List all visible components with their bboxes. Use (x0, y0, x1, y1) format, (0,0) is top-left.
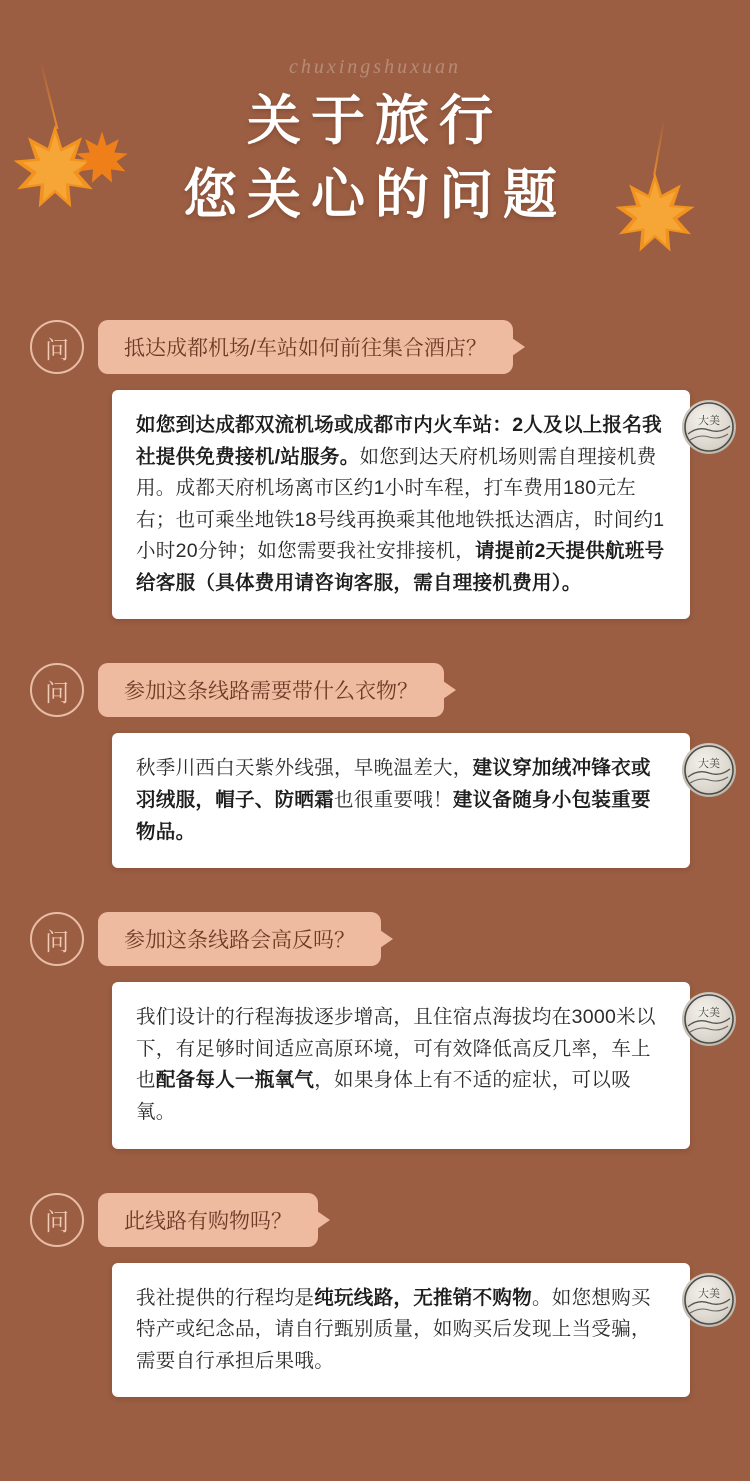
faq-answer-wrapper (112, 733, 720, 868)
question-badge: 问 (30, 663, 84, 717)
faq-answer-text: 我社提供的行程均是纯玩线路，无推销不购物。如您想购买特产或纪念品，请自行甄别质量，如购买后发现上当受骗，需要自行承担后果哦。 (112, 1263, 690, 1398)
faq-item (0, 663, 750, 868)
faq-question-row[interactable] (0, 320, 750, 374)
faq-question-text: 此线路有购物吗？ (98, 1193, 318, 1247)
brand-seal-icon (682, 400, 736, 454)
question-badge: 问 (30, 912, 84, 966)
faq-question-text: 参加这条线路需要带什么衣物？ (98, 663, 444, 717)
svg-text:大美: 大美 (698, 758, 720, 771)
svg-text:大美: 大美 (698, 415, 720, 427)
faq-list (0, 300, 750, 1481)
faq-item (0, 320, 750, 619)
svg-text:大美: 大美 (698, 1287, 720, 1300)
page-title (0, 88, 750, 229)
title-pinyin: chuxingshuxuan (289, 56, 461, 78)
faq-question-text: 参加这条线路会高反吗？ (98, 912, 381, 966)
svg-text:大美: 大美 (698, 1007, 720, 1020)
faq-answer-text: 我们设计的行程海拔逐步增高，且住宿点海拔均在3000米以下，有足够时间适应高原环境，可有效降低高反几率，车上也配备每人一瓶氧气，如果身体上有不适的症状，可以吸氧。 (112, 982, 690, 1148)
brand-seal-icon (682, 1273, 736, 1327)
question-badge: 问 (30, 1193, 84, 1247)
page-title-line2: 您关心的问题 (183, 164, 567, 225)
faq-item (0, 912, 750, 1148)
brand-seal-icon (682, 992, 736, 1046)
faq-answer-wrapper (112, 390, 720, 619)
faq-question-row[interactable] (0, 1193, 750, 1247)
faq-answer-wrapper (112, 982, 720, 1148)
question-badge: 问 (30, 320, 84, 374)
faq-question-text: 抵达成都机场/车站如何前往集合酒店？ (98, 320, 513, 374)
faq-answer-wrapper (112, 1263, 720, 1398)
page-header (0, 0, 750, 300)
faq-item (0, 1193, 750, 1398)
faq-question-row[interactable] (0, 912, 750, 966)
faq-answer-text: 如您到达成都双流机场或成都市内火车站：2人及以上报名我社提供免费接机/站服务。如您到达天府机场则需自理接机费用。成都天府机场离市区约1小时车程，打车费用180元左右；也可乘坐地铁18号线再换乘其他地铁抵达酒店，时间约1小时20分钟；如您需要我社安排接机，请提前2天提供航班号给客服（具体费用请咨询客服，需自理接机费用）。 (112, 390, 690, 619)
faq-answer-text: 秋季川西白天紫外线强，早晚温差大，建议穿加绒冲锋衣或羽绒服，帽子、防晒霜也很重要哦！建议备随身小包装重要物品。 (112, 733, 690, 868)
brand-seal-icon (682, 743, 736, 797)
page-title-line1: 关于旅行 (247, 91, 503, 151)
faq-question-row[interactable] (0, 663, 750, 717)
